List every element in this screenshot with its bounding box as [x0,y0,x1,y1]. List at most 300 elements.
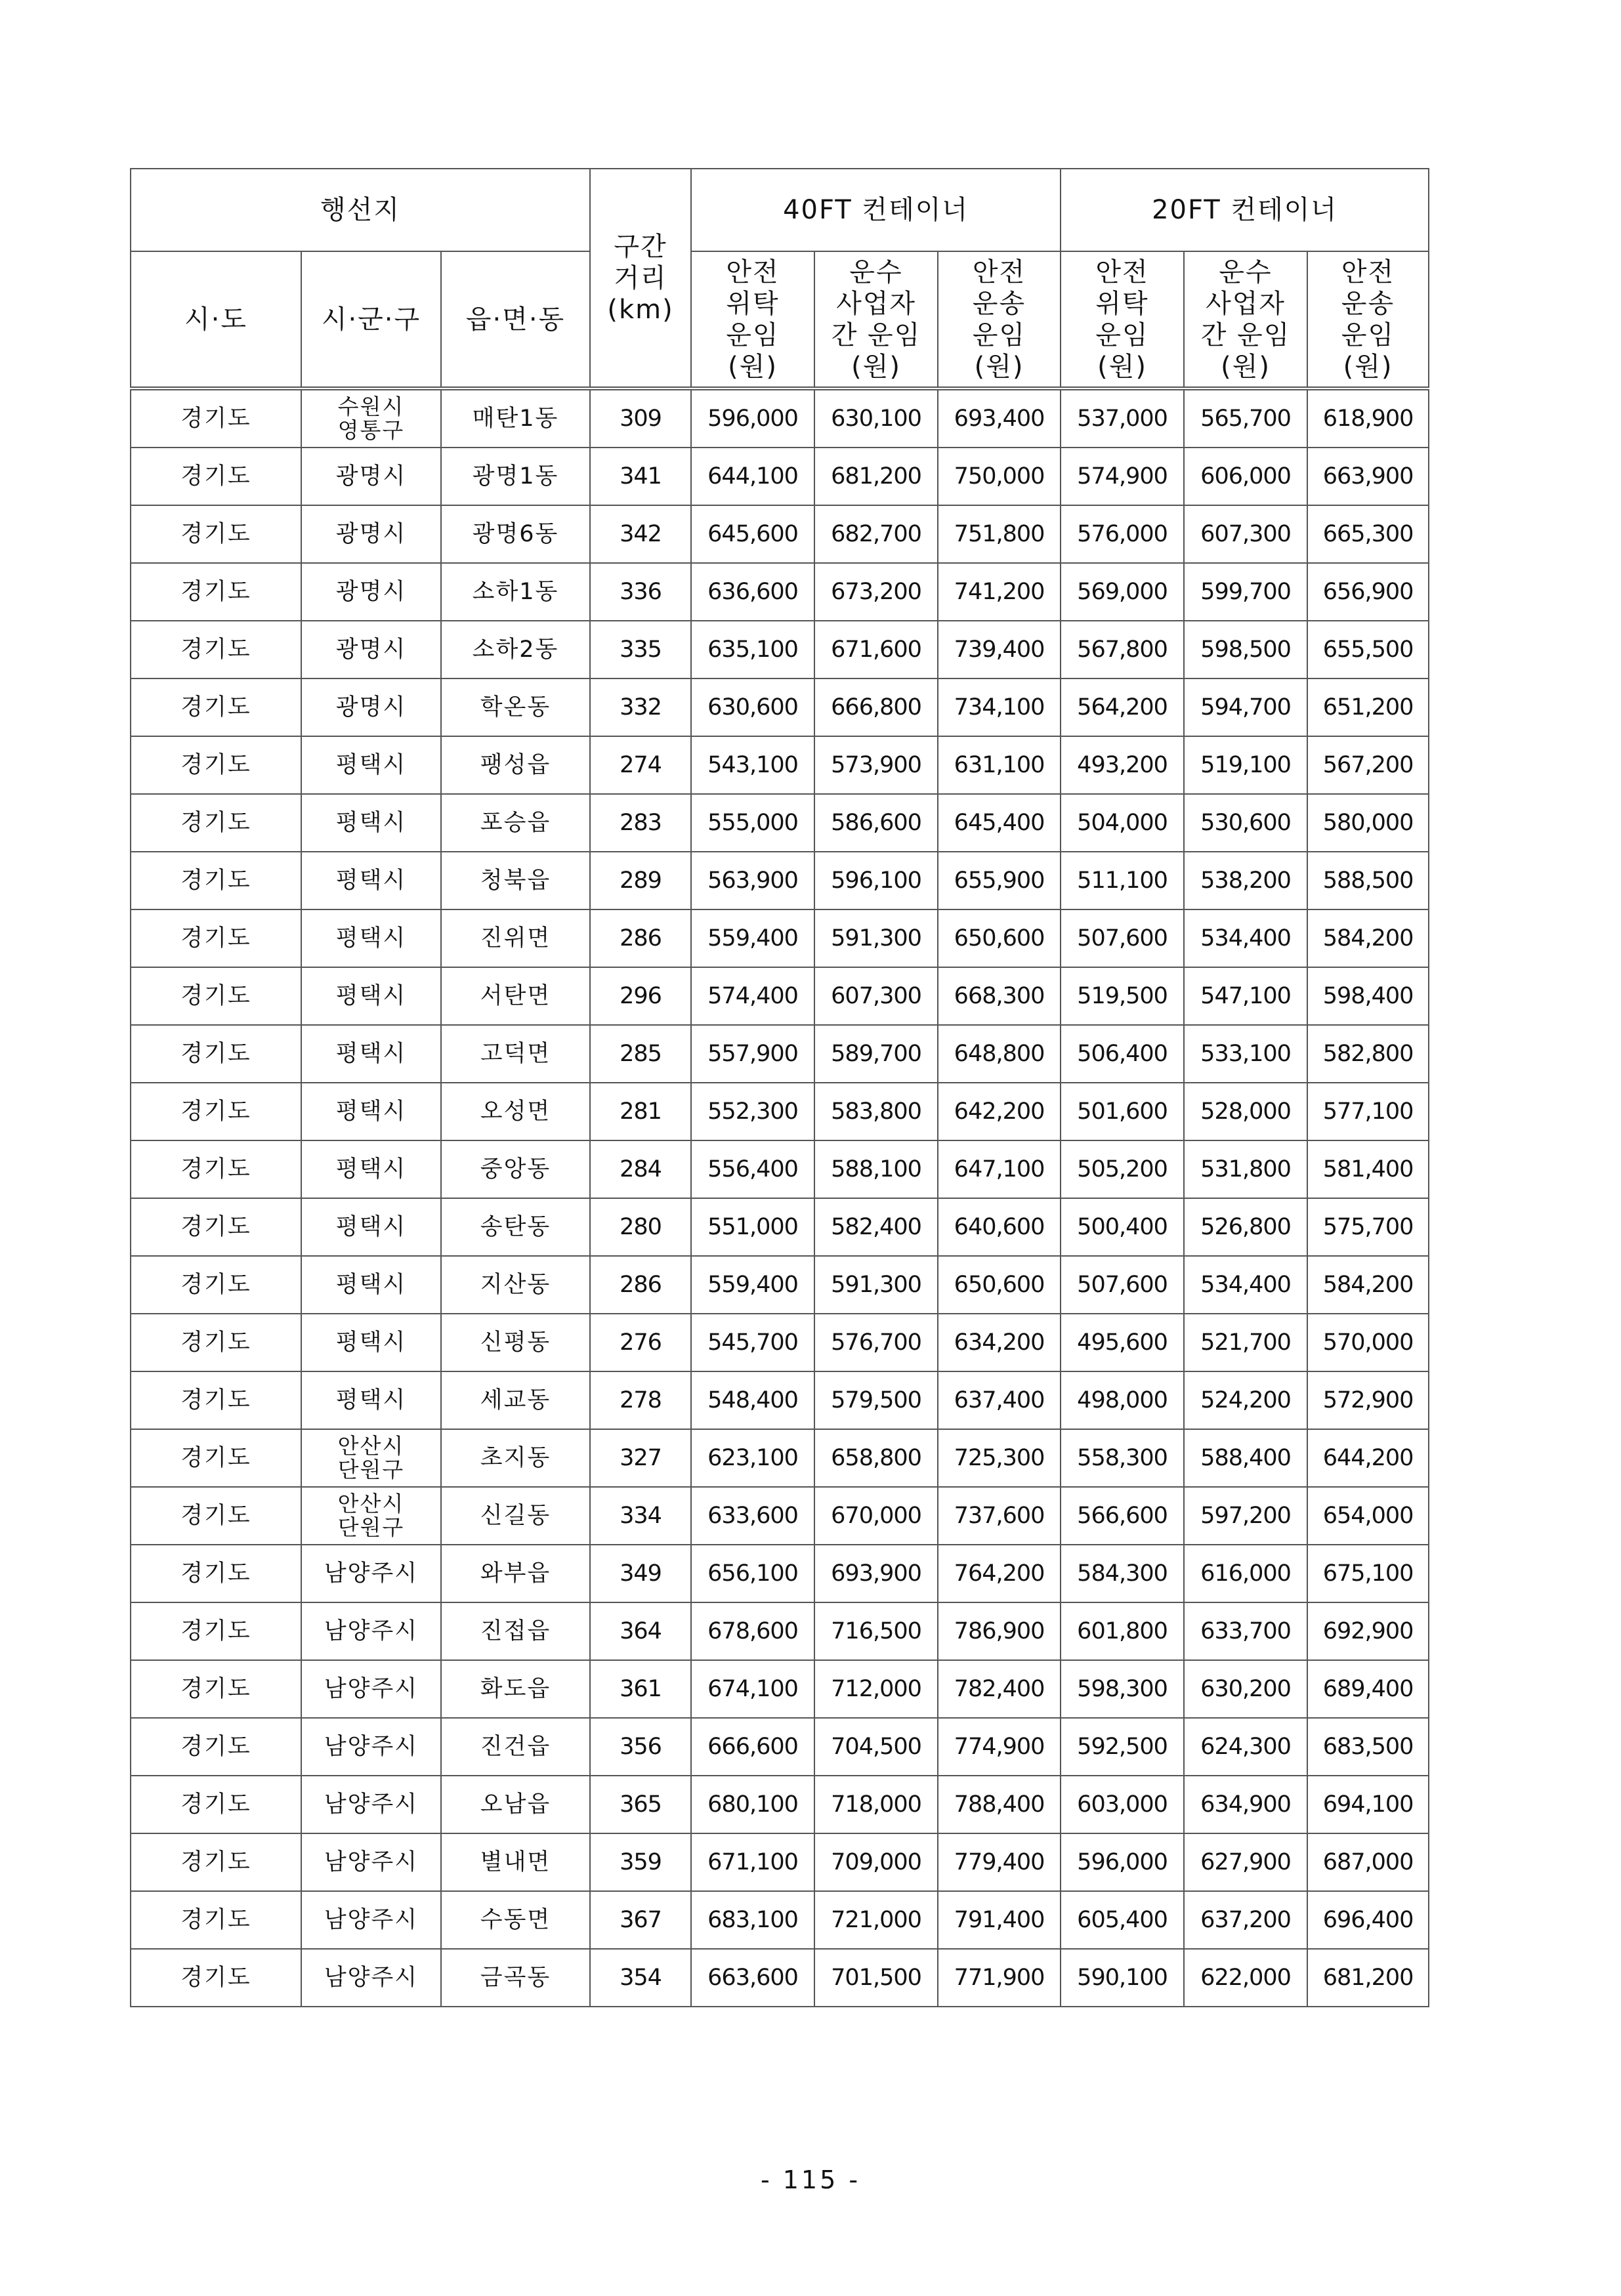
cell-20ft-safe-consign: 590,100 [1061,1949,1184,2007]
cell-city: 광명시 [301,505,441,563]
cell-district: 팽성읍 [441,736,590,794]
cell-40ft-safe-transport: 668,300 [938,967,1061,1025]
cell-distance: 336 [590,563,691,621]
cell-40ft-safe-consign: 556,400 [691,1140,814,1198]
cell-20ft-carrier-rate: 547,100 [1184,967,1307,1025]
cell-distance: 289 [590,852,691,909]
cell-40ft-carrier-rate: 589,700 [814,1025,938,1083]
table-row [131,1371,1429,1429]
cell-40ft-carrier-rate: 576,700 [814,1314,938,1371]
cell-province: 경기도 [131,1602,301,1660]
cell-40ft-carrier-rate: 670,000 [814,1487,938,1545]
cell-20ft-safe-consign: 569,000 [1061,563,1184,621]
cell-40ft-safe-transport: 734,100 [938,678,1061,736]
cell-20ft-safe-consign: 501,600 [1061,1083,1184,1140]
cell-district: 별내면 [441,1833,590,1891]
table-row [131,1602,1429,1660]
cell-20ft-safe-transport: 570,000 [1307,1314,1429,1371]
cell-distance: 341 [590,448,691,505]
cell-20ft-carrier-rate: 533,100 [1184,1025,1307,1083]
cell-20ft-carrier-rate: 597,200 [1184,1487,1307,1545]
cell-20ft-safe-transport: 696,400 [1307,1891,1429,1949]
cell-city: 남양주시 [301,1602,441,1660]
cell-40ft-safe-transport: 637,400 [938,1371,1061,1429]
cell-province: 경기도 [131,967,301,1025]
cell-district: 지산동 [441,1256,590,1314]
cell-distance: 342 [590,505,691,563]
cell-city: 남양주시 [301,1718,441,1776]
cell-40ft-safe-consign: 559,400 [691,909,814,967]
table-row [131,1140,1429,1198]
cell-province: 경기도 [131,1198,301,1256]
cell-district: 진접읍 [441,1602,590,1660]
cell-city: 광명시 [301,563,441,621]
cell-40ft-safe-consign: 644,100 [691,448,814,505]
cell-40ft-safe-consign: 656,100 [691,1545,814,1602]
cell-20ft-safe-transport: 575,700 [1307,1198,1429,1256]
cell-20ft-carrier-rate: 598,500 [1184,621,1307,678]
cell-20ft-safe-consign: 495,600 [1061,1314,1184,1371]
header-40ft-carrier-rate: 운수 사업자 간 운임 (원) [814,251,938,388]
table-row [131,678,1429,736]
cell-20ft-safe-transport: 683,500 [1307,1718,1429,1776]
cell-40ft-safe-consign: 552,300 [691,1083,814,1140]
table-row [131,1949,1429,2007]
cell-40ft-safe-consign: 623,100 [691,1429,814,1487]
cell-province: 경기도 [131,388,301,448]
cell-40ft-safe-transport: 655,900 [938,852,1061,909]
cell-40ft-safe-transport: 640,600 [938,1198,1061,1256]
cell-20ft-carrier-rate: 606,000 [1184,448,1307,505]
cell-district: 금곡동 [441,1949,590,2007]
cell-40ft-safe-consign: 545,700 [691,1314,814,1371]
cell-district: 진건읍 [441,1718,590,1776]
cell-40ft-carrier-rate: 586,600 [814,794,938,852]
cell-distance: 367 [590,1891,691,1949]
cell-20ft-carrier-rate: 622,000 [1184,1949,1307,2007]
cell-distance: 364 [590,1602,691,1660]
table-row [131,1083,1429,1140]
cell-40ft-carrier-rate: 588,100 [814,1140,938,1198]
cell-city: 광명시 [301,678,441,736]
page-number: - 115 - [760,2165,861,2194]
cell-40ft-safe-transport: 631,100 [938,736,1061,794]
cell-20ft-safe-consign: 537,000 [1061,388,1184,448]
cell-40ft-safe-consign: 551,000 [691,1198,814,1256]
cell-40ft-carrier-rate: 666,800 [814,678,938,736]
header-40ft-group: 40FT 컨테이너 [691,169,1061,251]
cell-district: 세교동 [441,1371,590,1429]
cell-40ft-carrier-rate: 721,000 [814,1891,938,1949]
table-header [131,169,1429,388]
cell-province: 경기도 [131,1545,301,1602]
cell-20ft-safe-transport: 577,100 [1307,1083,1429,1140]
cell-20ft-safe-transport: 687,000 [1307,1833,1429,1891]
cell-distance: 327 [590,1429,691,1487]
cell-40ft-safe-transport: 645,400 [938,794,1061,852]
cell-city: 평택시 [301,852,441,909]
cell-40ft-carrier-rate: 582,400 [814,1198,938,1256]
table-row [131,1891,1429,1949]
cell-40ft-safe-transport: 741,200 [938,563,1061,621]
cell-20ft-safe-consign: 603,000 [1061,1776,1184,1833]
cell-distance: 274 [590,736,691,794]
cell-20ft-safe-consign: 504,000 [1061,794,1184,852]
cell-20ft-carrier-rate: 530,600 [1184,794,1307,852]
cell-district: 청북읍 [441,852,590,909]
freight-rate-table [130,168,1429,2007]
cell-40ft-safe-transport: 725,300 [938,1429,1061,1487]
cell-city: 평택시 [301,1140,441,1198]
cell-city: 남양주시 [301,1660,441,1718]
cell-40ft-safe-transport: 693,400 [938,388,1061,448]
cell-distance: 278 [590,1371,691,1429]
table-row [131,736,1429,794]
cell-40ft-carrier-rate: 591,300 [814,909,938,967]
table-row [131,621,1429,678]
cell-city: 평택시 [301,736,441,794]
cell-city: 평택시 [301,1025,441,1083]
cell-district: 고덕면 [441,1025,590,1083]
cell-40ft-safe-transport: 751,800 [938,505,1061,563]
cell-40ft-safe-transport: 791,400 [938,1891,1061,1949]
cell-20ft-carrier-rate: 627,900 [1184,1833,1307,1891]
cell-province: 경기도 [131,563,301,621]
cell-20ft-safe-consign: 564,200 [1061,678,1184,736]
cell-province: 경기도 [131,1949,301,2007]
cell-40ft-safe-consign: 683,100 [691,1891,814,1949]
cell-distance: 283 [590,794,691,852]
header-40ft-safe-consign: 안전 위탁 운임 (원) [691,251,814,388]
cell-20ft-safe-transport: 618,900 [1307,388,1429,448]
cell-20ft-carrier-rate: 624,300 [1184,1718,1307,1776]
cell-20ft-carrier-rate: 538,200 [1184,852,1307,909]
cell-province: 경기도 [131,1314,301,1371]
table-row [131,505,1429,563]
cell-20ft-safe-transport: 651,200 [1307,678,1429,736]
cell-40ft-safe-consign: 680,100 [691,1776,814,1833]
cell-40ft-safe-consign: 636,600 [691,563,814,621]
cell-40ft-carrier-rate: 583,800 [814,1083,938,1140]
cell-20ft-safe-transport: 572,900 [1307,1371,1429,1429]
cell-40ft-safe-transport: 782,400 [938,1660,1061,1718]
table-row [131,794,1429,852]
cell-40ft-carrier-rate: 709,000 [814,1833,938,1891]
cell-20ft-carrier-rate: 630,200 [1184,1660,1307,1718]
cell-20ft-carrier-rate: 616,000 [1184,1545,1307,1602]
cell-20ft-carrier-rate: 607,300 [1184,505,1307,563]
cell-20ft-safe-consign: 574,900 [1061,448,1184,505]
cell-district: 소하1동 [441,563,590,621]
header-20ft-safe-transport: 안전 운송 운임 (원) [1307,251,1429,388]
cell-district: 수동면 [441,1891,590,1949]
cell-20ft-safe-consign: 500,400 [1061,1198,1184,1256]
cell-20ft-safe-consign: 566,600 [1061,1487,1184,1545]
cell-20ft-safe-transport: 681,200 [1307,1949,1429,2007]
cell-20ft-safe-consign: 507,600 [1061,1256,1184,1314]
cell-20ft-carrier-rate: 534,400 [1184,1256,1307,1314]
cell-40ft-safe-consign: 630,600 [691,678,814,736]
cell-city: 평택시 [301,1371,441,1429]
cell-40ft-safe-consign: 645,600 [691,505,814,563]
cell-20ft-safe-transport: 689,400 [1307,1660,1429,1718]
cell-distance: 276 [590,1314,691,1371]
cell-district: 포승읍 [441,794,590,852]
cell-province: 경기도 [131,794,301,852]
cell-40ft-safe-consign: 674,100 [691,1660,814,1718]
cell-city: 남양주시 [301,1891,441,1949]
cell-20ft-safe-transport: 582,800 [1307,1025,1429,1083]
cell-distance: 354 [590,1949,691,2007]
cell-20ft-carrier-rate: 521,700 [1184,1314,1307,1371]
cell-20ft-safe-consign: 596,000 [1061,1833,1184,1891]
cell-distance: 309 [590,388,691,448]
cell-district: 와부읍 [441,1545,590,1602]
header-location-group: 행선지 [131,169,590,251]
cell-province: 경기도 [131,505,301,563]
cell-40ft-safe-consign: 666,600 [691,1718,814,1776]
cell-20ft-carrier-rate: 599,700 [1184,563,1307,621]
cell-distance: 286 [590,1256,691,1314]
cell-40ft-carrier-rate: 693,900 [814,1545,938,1602]
cell-20ft-carrier-rate: 633,700 [1184,1602,1307,1660]
cell-province: 경기도 [131,1487,301,1545]
cell-40ft-safe-consign: 543,100 [691,736,814,794]
cell-20ft-safe-transport: 654,000 [1307,1487,1429,1545]
cell-province: 경기도 [131,621,301,678]
cell-20ft-safe-consign: 511,100 [1061,852,1184,909]
cell-20ft-safe-transport: 655,500 [1307,621,1429,678]
cell-province: 경기도 [131,736,301,794]
cell-district: 오성면 [441,1083,590,1140]
cell-province: 경기도 [131,1891,301,1949]
header-20ft-group: 20FT 컨테이너 [1061,169,1429,251]
cell-20ft-safe-transport: 663,900 [1307,448,1429,505]
cell-20ft-carrier-rate: 637,200 [1184,1891,1307,1949]
cell-20ft-safe-transport: 692,900 [1307,1602,1429,1660]
cell-distance: 296 [590,967,691,1025]
cell-city: 평택시 [301,794,441,852]
cell-district: 신평동 [441,1314,590,1371]
cell-district: 송탄동 [441,1198,590,1256]
cell-city: 안산시 단원구 [301,1487,441,1545]
cell-40ft-safe-consign: 548,400 [691,1371,814,1429]
cell-40ft-safe-transport: 786,900 [938,1602,1061,1660]
cell-40ft-safe-consign: 563,900 [691,852,814,909]
cell-20ft-carrier-rate: 531,800 [1184,1140,1307,1198]
table-row [131,909,1429,967]
cell-20ft-safe-consign: 567,800 [1061,621,1184,678]
cell-20ft-safe-transport: 644,200 [1307,1429,1429,1487]
table-row [131,1025,1429,1083]
cell-20ft-safe-consign: 493,200 [1061,736,1184,794]
cell-20ft-safe-consign: 605,400 [1061,1891,1184,1949]
header-20ft-safe-consign: 안전 위탁 운임 (원) [1061,251,1184,388]
cell-district: 매탄1동 [441,388,590,448]
cell-city: 광명시 [301,448,441,505]
cell-20ft-safe-transport: 665,300 [1307,505,1429,563]
cell-40ft-safe-transport: 648,800 [938,1025,1061,1083]
header-40ft-safe-transport: 안전 운송 운임 (원) [938,251,1061,388]
cell-distance: 334 [590,1487,691,1545]
cell-20ft-carrier-rate: 524,200 [1184,1371,1307,1429]
cell-40ft-safe-consign: 671,100 [691,1833,814,1891]
cell-distance: 286 [590,909,691,967]
cell-city: 평택시 [301,967,441,1025]
table-row [131,1660,1429,1718]
cell-40ft-safe-transport: 650,600 [938,1256,1061,1314]
cell-20ft-carrier-rate: 594,700 [1184,678,1307,736]
cell-distance: 356 [590,1718,691,1776]
cell-city: 남양주시 [301,1776,441,1833]
cell-distance: 332 [590,678,691,736]
cell-40ft-carrier-rate: 671,600 [814,621,938,678]
cell-40ft-safe-transport: 764,200 [938,1545,1061,1602]
table-row [131,1718,1429,1776]
cell-40ft-safe-consign: 678,600 [691,1602,814,1660]
cell-city: 평택시 [301,1198,441,1256]
cell-20ft-safe-transport: 598,400 [1307,967,1429,1025]
cell-40ft-carrier-rate: 701,500 [814,1949,938,2007]
cell-province: 경기도 [131,1429,301,1487]
cell-city: 안산시 단원구 [301,1429,441,1487]
cell-20ft-safe-transport: 580,000 [1307,794,1429,852]
cell-40ft-safe-transport: 788,400 [938,1776,1061,1833]
cell-40ft-safe-transport: 634,200 [938,1314,1061,1371]
table-row [131,1198,1429,1256]
table-row [131,388,1429,448]
cell-20ft-carrier-rate: 588,400 [1184,1429,1307,1487]
cell-province: 경기도 [131,909,301,967]
cell-district: 신길동 [441,1487,590,1545]
header-distance: 구간 거리 (km) [590,169,691,388]
cell-40ft-carrier-rate: 673,200 [814,563,938,621]
table-row [131,563,1429,621]
cell-province: 경기도 [131,1776,301,1833]
cell-40ft-safe-transport: 647,100 [938,1140,1061,1198]
cell-40ft-carrier-rate: 718,000 [814,1776,938,1833]
header-district: 읍·면·동 [441,251,590,388]
cell-20ft-safe-transport: 567,200 [1307,736,1429,794]
cell-20ft-safe-transport: 588,500 [1307,852,1429,909]
cell-40ft-safe-consign: 633,600 [691,1487,814,1545]
cell-province: 경기도 [131,1256,301,1314]
table-row [131,1833,1429,1891]
cell-40ft-safe-transport: 771,900 [938,1949,1061,2007]
cell-province: 경기도 [131,1718,301,1776]
cell-district: 중앙동 [441,1140,590,1198]
cell-20ft-safe-transport: 584,200 [1307,909,1429,967]
cell-district: 광명6동 [441,505,590,563]
cell-province: 경기도 [131,678,301,736]
cell-20ft-safe-transport: 581,400 [1307,1140,1429,1198]
cell-40ft-carrier-rate: 596,100 [814,852,938,909]
cell-20ft-safe-consign: 601,800 [1061,1602,1184,1660]
cell-40ft-carrier-rate: 682,700 [814,505,938,563]
cell-distance: 335 [590,621,691,678]
cell-40ft-carrier-rate: 658,800 [814,1429,938,1487]
cell-city: 광명시 [301,621,441,678]
header-province: 시·도 [131,251,301,388]
cell-40ft-carrier-rate: 712,000 [814,1660,938,1718]
cell-city: 평택시 [301,909,441,967]
cell-20ft-safe-consign: 576,000 [1061,505,1184,563]
cell-40ft-safe-transport: 779,400 [938,1833,1061,1891]
cell-district: 초지동 [441,1429,590,1487]
cell-city: 평택시 [301,1083,441,1140]
cell-40ft-carrier-rate: 579,500 [814,1371,938,1429]
cell-20ft-safe-consign: 584,300 [1061,1545,1184,1602]
cell-40ft-safe-consign: 663,600 [691,1949,814,2007]
cell-40ft-safe-consign: 574,400 [691,967,814,1025]
cell-40ft-carrier-rate: 704,500 [814,1718,938,1776]
cell-province: 경기도 [131,1371,301,1429]
cell-40ft-safe-transport: 750,000 [938,448,1061,505]
cell-province: 경기도 [131,852,301,909]
table-row [131,1429,1429,1487]
cell-20ft-safe-consign: 506,400 [1061,1025,1184,1083]
cell-city: 남양주시 [301,1545,441,1602]
header-row-columns [131,251,1429,388]
cell-40ft-safe-transport: 642,200 [938,1083,1061,1140]
cell-20ft-safe-consign: 505,200 [1061,1140,1184,1198]
cell-distance: 349 [590,1545,691,1602]
table-row [131,1314,1429,1371]
table-row [131,1545,1429,1602]
cell-20ft-carrier-rate: 526,800 [1184,1198,1307,1256]
cell-district: 광명1동 [441,448,590,505]
cell-20ft-safe-transport: 656,900 [1307,563,1429,621]
cell-province: 경기도 [131,1660,301,1718]
cell-distance: 284 [590,1140,691,1198]
cell-40ft-carrier-rate: 681,200 [814,448,938,505]
cell-district: 진위면 [441,909,590,967]
table-row [131,1256,1429,1314]
cell-district: 화도읍 [441,1660,590,1718]
header-city: 시·군·구 [301,251,441,388]
cell-city: 수원시 영통구 [301,388,441,448]
cell-city: 남양주시 [301,1833,441,1891]
cell-40ft-safe-transport: 737,600 [938,1487,1061,1545]
header-20ft-carrier-rate: 운수 사업자 간 운임 (원) [1184,251,1307,388]
cell-20ft-carrier-rate: 634,900 [1184,1776,1307,1833]
cell-40ft-safe-transport: 650,600 [938,909,1061,967]
cell-40ft-safe-consign: 557,900 [691,1025,814,1083]
cell-distance: 285 [590,1025,691,1083]
cell-distance: 361 [590,1660,691,1718]
cell-district: 학온동 [441,678,590,736]
cell-20ft-safe-consign: 519,500 [1061,967,1184,1025]
header-row-groups [131,169,1429,251]
cell-20ft-carrier-rate: 534,400 [1184,909,1307,967]
cell-20ft-safe-transport: 584,200 [1307,1256,1429,1314]
cell-province: 경기도 [131,1025,301,1083]
cell-40ft-carrier-rate: 591,300 [814,1256,938,1314]
cell-40ft-carrier-rate: 607,300 [814,967,938,1025]
table-row [131,1487,1429,1545]
cell-distance: 365 [590,1776,691,1833]
table-row [131,852,1429,909]
cell-district: 소하2동 [441,621,590,678]
cell-province: 경기도 [131,1833,301,1891]
cell-20ft-carrier-rate: 528,000 [1184,1083,1307,1140]
cell-distance: 359 [590,1833,691,1891]
cell-40ft-carrier-rate: 573,900 [814,736,938,794]
cell-40ft-safe-consign: 559,400 [691,1256,814,1314]
cell-20ft-safe-consign: 507,600 [1061,909,1184,967]
cell-district: 서탄면 [441,967,590,1025]
cell-20ft-safe-transport: 694,100 [1307,1776,1429,1833]
